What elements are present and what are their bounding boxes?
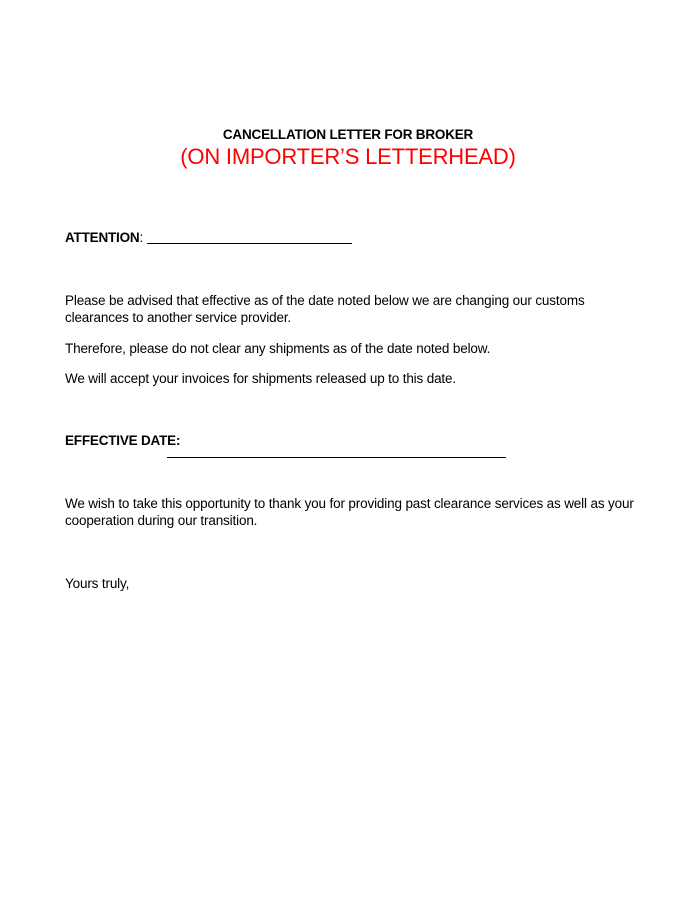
letter-title: CANCELLATION LETTER FOR BROKER xyxy=(222,127,474,142)
paragraph-thanks: We wish to take this opportunity to thank you for providing past clearance services as well as your cooperation during our transition. xyxy=(65,496,634,528)
effective-date-field xyxy=(65,433,180,449)
closing-salutation: Yours truly, xyxy=(65,576,130,591)
attention-label: ATTENTION xyxy=(65,230,140,245)
attention-colon: : xyxy=(139,230,144,245)
attention-field xyxy=(65,230,143,246)
effective-date-label: EFFECTIVE DATE: xyxy=(65,433,181,448)
attention-blank-line xyxy=(147,243,352,244)
paragraph-change-provider: Please be advised that effective as of the date noted below we are changing our customs clearances to another service provider. xyxy=(65,293,585,325)
paragraph-accept-invoices: We will accept your invoices for shipments released up to this date. xyxy=(65,371,456,386)
letter-subtitle: (ON IMPORTER’S LETTERHEAD) xyxy=(180,144,516,169)
effective-date-blank-line xyxy=(167,457,506,458)
paragraph-do-not-clear: Therefore, please do not clear any shipments as of the date noted below. xyxy=(65,341,491,356)
